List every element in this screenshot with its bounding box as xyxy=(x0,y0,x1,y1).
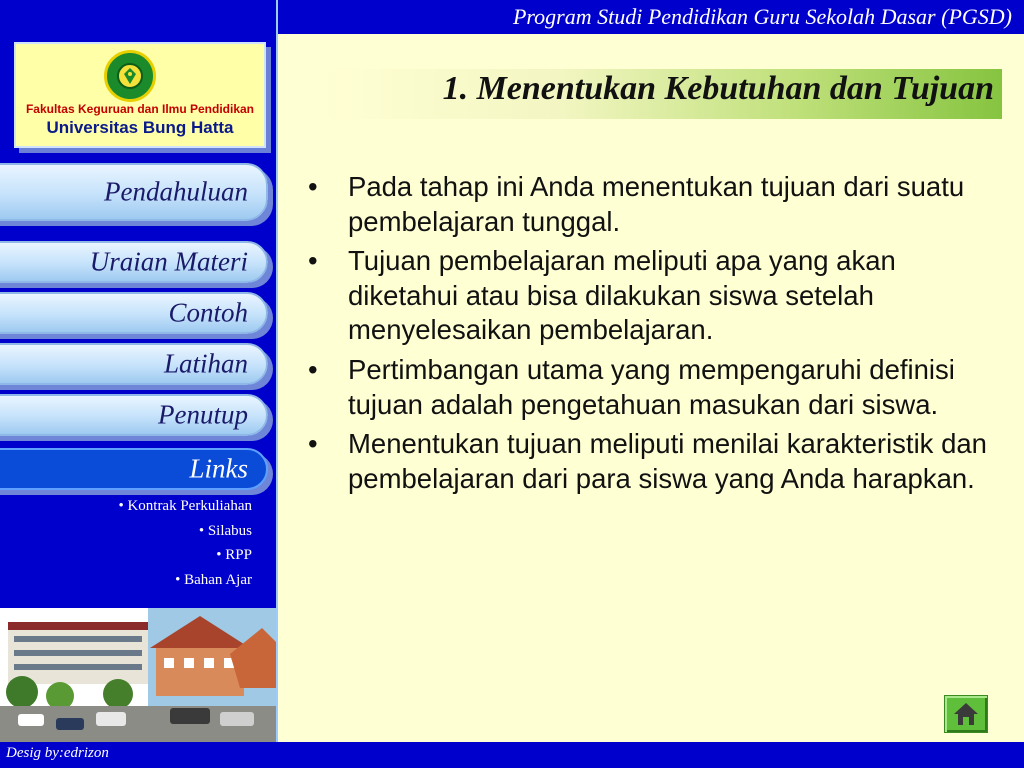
sidebar-divider xyxy=(276,0,278,742)
bullet-item: • Menentukan tujuan meliputi menilai karakteristik dan pembelajaran dari para siswa yang Anda harapkan. xyxy=(308,428,987,494)
program-title: Program Studi Pendidikan Guru Sekolah Dasar (PGSD) xyxy=(512,4,1012,29)
bullet-item: • Pertimbangan utama yang mempengaruhi definisi tujuan adalah pengetahuan masukan dari siswa. xyxy=(308,353,955,420)
designer-credit: Desig by:edrizon xyxy=(6,745,109,761)
university-logo xyxy=(14,42,266,148)
campus-photo xyxy=(0,608,276,742)
university-name: Universitas Bung Hatta xyxy=(46,118,234,137)
nav-label: Links xyxy=(189,453,248,484)
nav-latihan[interactable] xyxy=(0,343,268,385)
nav-uraian-materi[interactable] xyxy=(0,241,268,283)
bullet-list xyxy=(308,170,1008,501)
university-emblem-icon xyxy=(104,50,156,102)
link-rpp[interactable]: • RPP xyxy=(216,547,252,563)
nav-label: Pendahuluan xyxy=(104,176,248,207)
nav-label: Latihan xyxy=(163,348,248,379)
link-bahan-ajar[interactable]: • Bahan Ajar xyxy=(175,571,252,588)
header-bar xyxy=(0,0,1024,34)
nav-pendahuluan[interactable] xyxy=(0,163,268,221)
bullet-item: • Tujuan pembelajaran meliputi apa yang akan diketahui atau bisa dilakukan siswa setelah menyelesaikan pembelajaran. xyxy=(308,245,896,346)
home-button[interactable] xyxy=(944,695,988,733)
bullet-item: • Pada tahap ini Anda menentukan tujuan dari suatu pembelajaran tunggal. xyxy=(308,171,965,237)
links-submenu xyxy=(118,494,252,592)
home-icon xyxy=(953,702,979,726)
nav-label: Uraian Materi xyxy=(89,246,248,277)
faculty-name: Fakultas Keguruan dan Ilmu Pendidikan xyxy=(25,102,255,116)
nav-penutup[interactable] xyxy=(0,394,268,436)
nav-label: Contoh xyxy=(168,297,248,328)
nav-label: Penutup xyxy=(158,399,248,430)
nav-links[interactable] xyxy=(0,448,268,490)
nav-contoh[interactable] xyxy=(0,292,268,334)
footer-bar xyxy=(0,742,1024,768)
slide-title: 1. Menentukan Kebutuhan dan Tujuan xyxy=(442,70,994,107)
link-silabus[interactable]: • Silabus xyxy=(198,522,252,539)
link-kontrak-perkuliahan[interactable]: • Kontrak Perkuliahan xyxy=(118,498,252,514)
